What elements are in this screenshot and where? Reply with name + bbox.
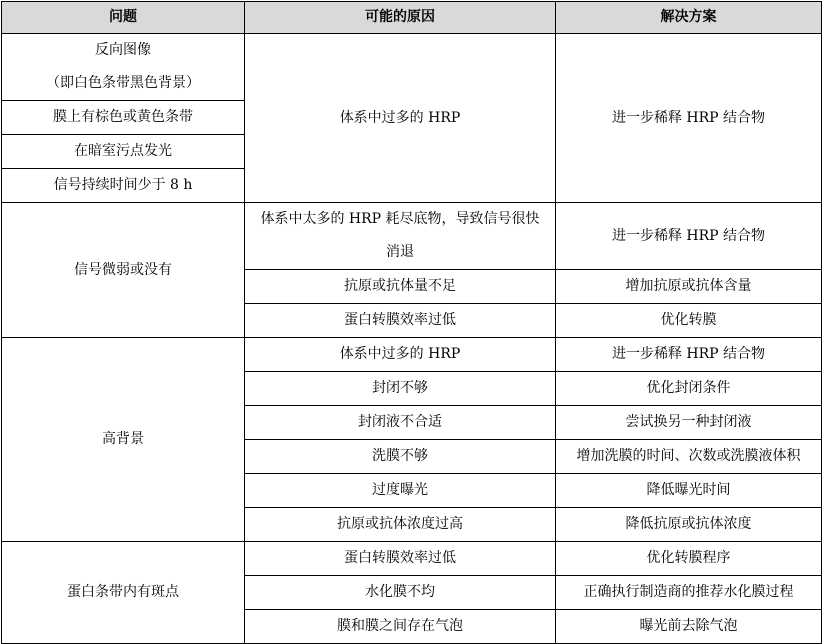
problem-glow-spots: 在暗室污点发光 — [2, 135, 245, 169]
troubleshooting-table — [1, 1, 822, 644]
cause-cell: 体系中过多的 HRP — [245, 338, 556, 372]
cause-cell: 过度曝光 — [245, 474, 556, 508]
solution-cell: 尝试换另一种封闭液 — [556, 406, 822, 440]
problem-weak-signal: 信号微弱或没有 — [2, 203, 245, 338]
cause-cell: 膜和膜之间存在气泡 — [245, 610, 556, 644]
solution-cell: 降低抗原或抗体浓度 — [556, 508, 822, 542]
problem-reverse-line2: （即白色条带黑色背景） — [46, 75, 200, 91]
header-cause: 可能的原因 — [245, 2, 556, 34]
problem-high-background: 高背景 — [2, 338, 245, 542]
problem-short-signal: 信号持续时间少于 8 h — [2, 169, 245, 203]
cause-substrate-line1: 体系中太多的 HRP 耗尽底物，导致信号很快 — [260, 211, 540, 227]
problem-reverse-line1: 反向图像 — [95, 42, 151, 58]
solution-cell: 正确执行制造商的推荐水化膜过程 — [556, 576, 822, 610]
problem-spots-in-bands: 蛋白条带内有斑点 — [2, 542, 245, 644]
cause-cell: 水化膜不均 — [245, 576, 556, 610]
solution-cell: 增加抗原或抗体含量 — [556, 270, 822, 304]
cause-cell: 抗原或抗体量不足 — [245, 270, 556, 304]
solution-cell: 曝光前去除气泡 — [556, 610, 822, 644]
problem-brown-bands: 膜上有棕色或黄色条带 — [2, 101, 245, 135]
cause-cell: 洗膜不够 — [245, 440, 556, 474]
solution-cell: 增加洗膜的时间、次数或洗膜液体积 — [556, 440, 822, 474]
cause-substrate-line2: 消退 — [386, 244, 414, 260]
solution-cell: 进一步稀释 HRP 结合物 — [556, 338, 822, 372]
header-row — [2, 2, 822, 34]
solution-cell: 降低曝光时间 — [556, 474, 822, 508]
solution-cell: 优化转膜程序 — [556, 542, 822, 576]
cause-cell: 抗原或抗体浓度过高 — [245, 508, 556, 542]
header-problem: 问题 — [2, 2, 245, 34]
cause-cell: 蛋白转膜效率过低 — [245, 542, 556, 576]
cause-cell: 封闭不够 — [245, 372, 556, 406]
solution-cell: 优化封闭条件 — [556, 372, 822, 406]
cause-cell: 蛋白转膜效率过低 — [245, 304, 556, 338]
header-solution: 解决方案 — [556, 2, 822, 34]
table-row — [2, 34, 822, 101]
cause-cell: 封闭液不合适 — [245, 406, 556, 440]
table-row — [2, 338, 822, 372]
table-row — [2, 542, 822, 576]
solution-dilute-hrp: 进一步稀释 HRP 结合物 — [556, 34, 822, 203]
problem-reverse-image — [2, 34, 245, 101]
solution-cell: 优化转膜 — [556, 304, 822, 338]
cause-excess-hrp: 体系中过多的 HRP — [245, 34, 556, 203]
solution-cell: 进一步稀释 HRP 结合物 — [556, 203, 822, 270]
table-row — [2, 203, 822, 270]
cause-substrate-depleted — [245, 203, 556, 270]
